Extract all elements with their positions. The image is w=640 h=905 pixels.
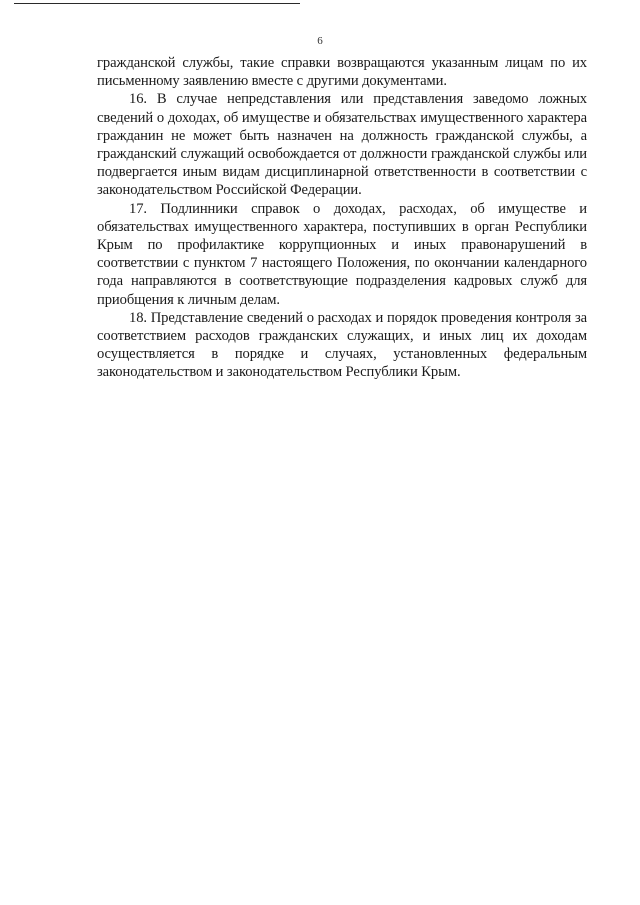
- document-body: [97, 54, 587, 382]
- paragraph-16: 16. В случае непредставления или представления заведомо ложных сведений о доходах, об имуществе и обязательствах имущественного характера гражданин не может быть назначен на должность гражданской службы, а гражданский служащий освобождается от должности гражданской службы или подвергается иным видам дисциплинарной ответственности в соответствии с законодательством Российской Федерации.: [97, 91, 587, 199]
- paragraph-continuation: гражданской службы, такие справки возвращаются указанным лицам по их письменному заявлению вместе с другими документами.: [97, 55, 587, 90]
- page-number: 6: [317, 35, 323, 47]
- header-rule: [14, 3, 300, 4]
- paragraph-17: 17. Подлинники справок о доходах, расходах, об имуществе и обязательствах имущественного характера, поступивших в орган Республики Крым по профилактике коррупционных и иных правонарушений в соответствии с пунктом 7 настоящего Положения, по окончании календарного года направляются в соответствующие подразделения кадровых служб для приобщения к личным делам.: [97, 200, 587, 308]
- paragraph-18: 18. Представление сведений о расходах и порядок проведения контроля за соответствием расходов гражданских служащих, и иных лиц их доходам осуществляется в порядке и случаях, установленных федеральным законодательством и законодательством Республики Крым.: [97, 309, 587, 381]
